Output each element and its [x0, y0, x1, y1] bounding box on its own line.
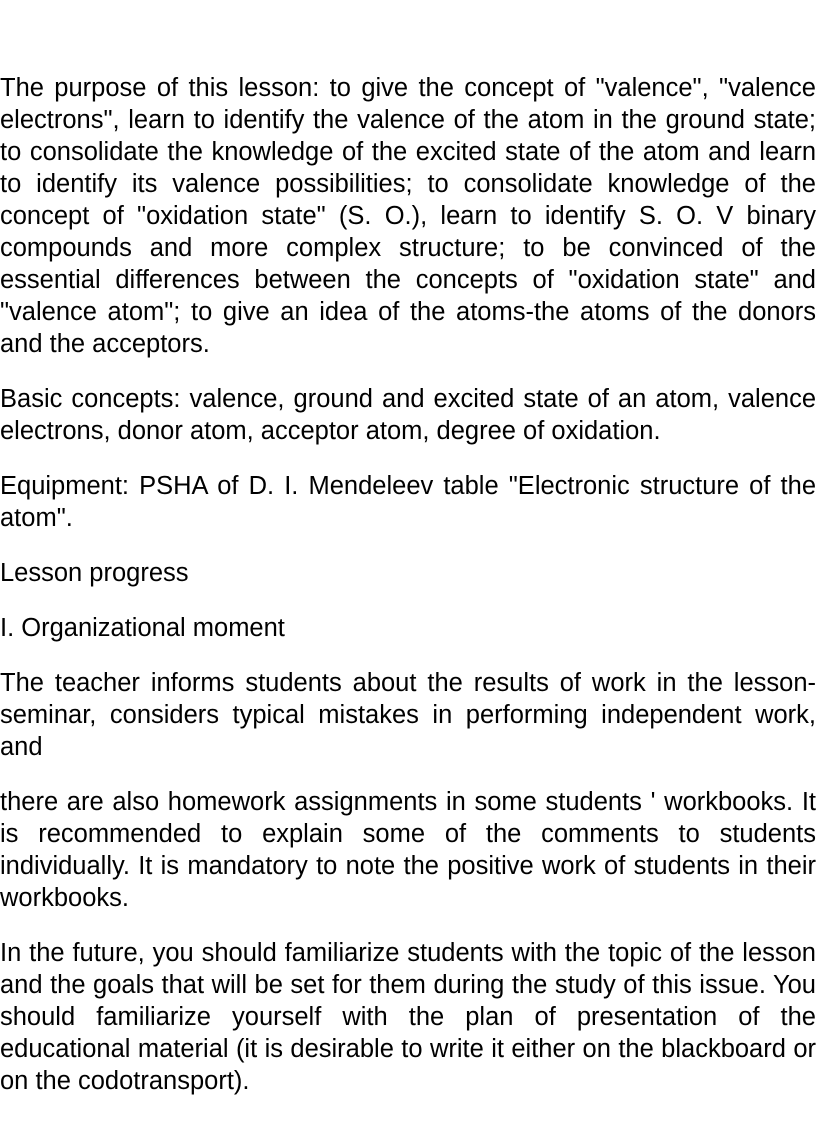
section-organizational-moment-heading: I. Organizational moment [0, 614, 285, 642]
teacher-informs-paragraph: The teacher informs students about the results of work in the lesson-seminar, considers typical mistakes in performing independent work, and [0, 669, 816, 761]
homework-paragraph: there are also homework assignments in some students ' workbooks. It is recommended to explain some of the comments to students individually. It is mandatory to note the positive work of students in their workbooks. [0, 788, 816, 912]
future-paragraph: In the future, you should familiarize students with the topic of the lesson and the goals that will be set for them during the study of this issue. You should familiarize yourself with the plan of presentation of the educational material (it is desirable to write it either on the blackboard or on the codotransport). [0, 939, 816, 1095]
document-page [0, 72, 816, 1120]
basic-concepts-paragraph: Basic concepts: valence, ground and excited state of an atom, valence electrons, donor atom, acceptor atom, degree of oxidation. [0, 385, 816, 445]
purpose-paragraph: The purpose of this lesson: to give the concept of "valence", "valence electrons", learn to identify the valence of the atom in the ground state; to consolidate the knowledge of the excited state of the atom and learn to identify its valence possibilities; to consolidate knowledge of the concept of "oxidation state" (S. O.), learn to identify S. O. V binary compounds and more complex structure; to be convinced of the essential differences between the concepts of "oxidation state" and "valence atom"; to give an idea of the atoms-the atoms of the donors and the acceptors. [0, 74, 816, 358]
lesson-progress-heading: Lesson progress [0, 559, 189, 587]
equipment-paragraph: Equipment: PSHA of D. I. Mendeleev table "Electronic structure of the atom". [0, 472, 816, 532]
